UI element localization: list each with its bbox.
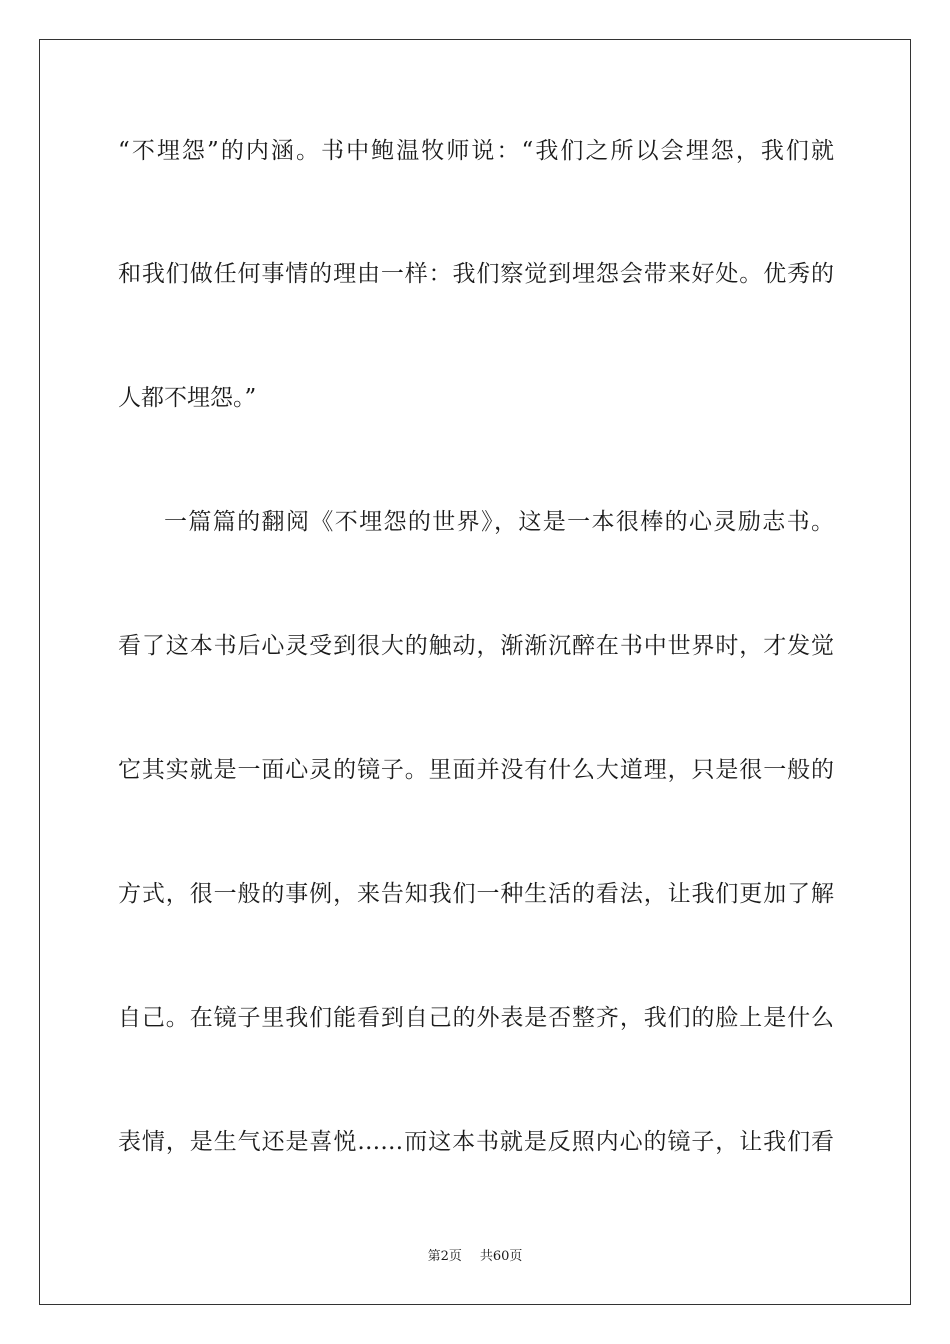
page-number: 第2页 (427, 1249, 462, 1264)
text-line-1: “不埋怨”的内涵。书中鲍温牧师说：“我们之所以会埋怨，我们就 (118, 138, 834, 164)
text-line-4: 一篇篇的翻阅《不埋怨的世界》，这是一本很棒的心灵励志书。 (164, 509, 834, 535)
text-line-2: 和我们做任何事情的理由一样：我们察觉到埋怨会带来好处。优秀的 (118, 261, 834, 287)
page-footer (0, 1248, 950, 1266)
text-line-8: 自己。在镜子里我们能看到自己的外表是否整齐，我们的脸上是什么 (118, 1005, 834, 1031)
text-line-9: 表情，是生气还是喜悦……而这本书就是反照内心的镜子，让我们看 (118, 1129, 834, 1155)
page-total: 共60页 (479, 1249, 523, 1264)
text-line-6: 它其实就是一面心灵的镜子。里面并没有什么大道理，只是很一般的 (118, 757, 834, 783)
text-line-5: 看了这本书后心灵受到很大的触动，渐渐沉醉在书中世界时，才发觉 (118, 633, 834, 659)
text-line-3: 人都不埋怨。” (118, 385, 257, 411)
page-border (39, 39, 911, 1305)
text-line-7: 方式，很一般的事例，来告知我们一种生活的看法，让我们更加了解 (118, 881, 834, 907)
